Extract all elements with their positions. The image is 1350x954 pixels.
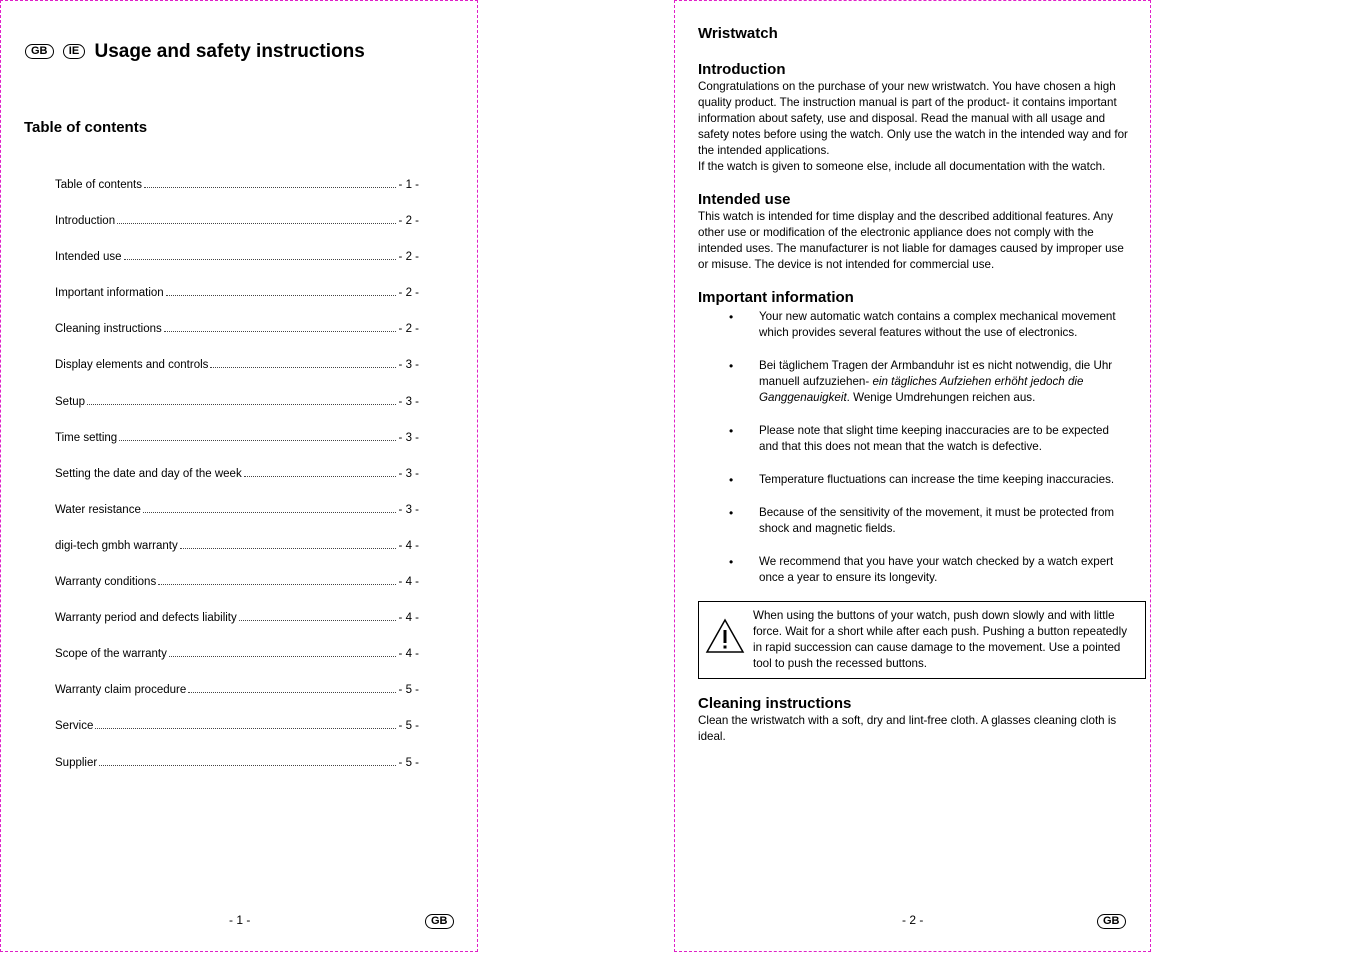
- toc-entry-page: - 3 -: [398, 467, 419, 480]
- page-number: - 1 -: [229, 913, 251, 927]
- toc-entry[interactable]: [55, 660, 419, 696]
- manual-page-2: [674, 0, 1151, 952]
- toc-entry[interactable]: [55, 444, 419, 480]
- toc-entry-page: - 3 -: [398, 503, 419, 516]
- toc-leader-dots: [124, 259, 396, 260]
- toc-leader-dots: [119, 440, 395, 441]
- toc-leader-dots: [87, 404, 395, 405]
- toc-entry-page: - 5 -: [398, 720, 419, 733]
- toc-entry-label: Service: [55, 720, 94, 733]
- toc-entry[interactable]: [55, 227, 419, 263]
- toc-leader-dots: [99, 765, 395, 766]
- country-badge-ie: IE: [63, 44, 85, 59]
- toc-entry-label: Water resistance: [55, 503, 141, 516]
- toc-entry-label: Warranty conditions: [55, 576, 157, 589]
- toc-entry[interactable]: [55, 732, 419, 768]
- toc-entry-page: - 5 -: [398, 756, 419, 769]
- toc-entry-page: - 5 -: [398, 684, 419, 697]
- toc-entry-page: - 3 -: [398, 395, 419, 408]
- toc-entry-label: Warranty claim procedure: [55, 684, 187, 697]
- list-item: • Please note that slight time keeping inaccuracies are to be expected and that this does not mean that the watch is defective.: [698, 423, 1128, 455]
- list-item-text: . Wenige Umdrehungen reichen aus.: [846, 391, 1036, 404]
- toc-title: Table of contents: [24, 119, 148, 136]
- list-item: • We recommend that you have your watch checked by a watch expert once a year to ensure its longevity.: [698, 554, 1128, 586]
- intended-use-heading: Intended use: [698, 191, 791, 208]
- toc-entry-label: Setting the date and day of the week: [55, 467, 242, 480]
- toc-leader-dots: [95, 728, 395, 729]
- warning-text: When using the buttons of your watch, push down slowly and with little force. Wait for a short while after each push. Pushing a button repeatedly in rapid succession can cause damage to the movement. Use a pointed tool to push the recessed buttons.: [753, 609, 1128, 670]
- toc-entry-page: - 2 -: [398, 323, 419, 336]
- page-title-row: [25, 41, 365, 63]
- toc-entry-page: - 2 -: [398, 215, 419, 228]
- toc-leader-dots: [239, 620, 396, 621]
- toc-entry-label: Important information: [55, 287, 164, 300]
- warning-triangle-icon: [705, 618, 745, 654]
- list-item: • Because of the sensitivity of the movement, it must be protected from shock and magnetic fields.: [698, 505, 1128, 537]
- country-badge-gb: GB: [25, 44, 54, 59]
- list-item: • Temperature fluctuations can increase the time keeping inaccuracies.: [698, 472, 1128, 488]
- warning-box: [698, 601, 1146, 679]
- toc-entry-page: - 3 -: [398, 431, 419, 444]
- toc-leader-dots: [144, 187, 396, 188]
- toc-leader-dots: [158, 584, 395, 585]
- toc-leader-dots: [117, 223, 395, 224]
- page-content: [698, 25, 1128, 745]
- toc-entry-page: - 4 -: [398, 576, 419, 589]
- toc-entry[interactable]: [55, 263, 419, 299]
- toc-entry-page: - 4 -: [398, 539, 419, 552]
- list-item: • Your new automatic watch contains a complex mechanical movement which provides several features without the use of electronics.: [698, 309, 1128, 341]
- toc-entry[interactable]: [55, 516, 419, 552]
- intended-use-text: This watch is intended for time display and the described additional features. Any other use or modification of the electronic appliance does not comply with the intended uses. The manufacturer is not liable for damages caused by improper use or misuse. The device is not intended for commercial use.: [698, 210, 1124, 271]
- toc-entry-label: Display elements and controls: [55, 359, 209, 372]
- footer-country-badge: GB: [1097, 914, 1126, 929]
- toc-leader-dots: [244, 476, 396, 477]
- toc-leader-dots: [164, 331, 396, 332]
- page-number: - 2 -: [902, 913, 924, 927]
- introduction-text: Congratulations on the purchase of your new wristwatch. You have chosen a high quality product. The instruction manual is part of the product- it contains important information about safety, use and disposal. Read the manual with all usage and safety notes before using the watch. Only use the watch in the intended way and for the intended applications.: [698, 80, 1128, 157]
- toc-entry-label: Scope of the warranty: [55, 648, 167, 661]
- toc-entry-page: - 2 -: [398, 251, 419, 264]
- toc-entry-label: digi-tech gmbh warranty: [55, 539, 178, 552]
- toc-entry[interactable]: [55, 191, 419, 227]
- toc-leader-dots: [166, 295, 396, 296]
- toc-entry[interactable]: [55, 480, 419, 516]
- toc-leader-dots: [180, 548, 396, 549]
- toc-entry-page: - 1 -: [398, 179, 419, 191]
- important-info-list: [698, 309, 1128, 586]
- toc-entry-page: - 3 -: [398, 359, 419, 372]
- toc-entry[interactable]: [55, 696, 419, 732]
- toc-entry[interactable]: [55, 173, 419, 191]
- toc-entry-label: Introduction: [55, 215, 116, 228]
- footer-country-badge: GB: [425, 914, 454, 929]
- toc-entry-label: Time setting: [55, 431, 118, 444]
- toc-entry-label: Setup: [55, 395, 86, 408]
- cleaning-text: Clean the wristwatch with a soft, dry and lint-free cloth. A glasses cleaning cloth is ideal.: [698, 714, 1117, 743]
- toc-entry-page: - 2 -: [398, 287, 419, 300]
- list-item-italic-text: ein tägliches Aufziehen erhöht jedoch die Ganggenauigkeit: [759, 375, 1084, 404]
- toc-leader-dots: [210, 367, 395, 368]
- table-of-contents: [55, 173, 419, 769]
- list-item-text: Bei täglichem Tragen der Armbanduhr ist es nicht notwendig, die Uhr manuell aufzuziehen-: [759, 359, 1113, 388]
- toc-entry[interactable]: [55, 299, 419, 335]
- toc-entry[interactable]: [55, 588, 419, 624]
- toc-leader-dots: [188, 692, 395, 693]
- toc-entry[interactable]: [55, 371, 419, 407]
- toc-entry[interactable]: [55, 335, 419, 371]
- important-info-heading: Important information: [698, 289, 854, 306]
- manual-page-1: [0, 0, 478, 952]
- page-title: Usage and safety instructions: [94, 41, 365, 62]
- cleaning-heading: Cleaning instructions: [698, 695, 852, 712]
- toc-entry-page: - 4 -: [398, 612, 419, 625]
- doc-heading: Wristwatch: [698, 25, 778, 42]
- toc-entry-label: Intended use: [55, 251, 122, 264]
- toc-entry-label: Supplier: [55, 756, 98, 769]
- toc-entry[interactable]: [55, 552, 419, 588]
- toc-entry-label: Table of contents: [55, 179, 142, 191]
- introduction-text-2: If the watch is given to someone else, include all documentation with the watch.: [698, 160, 1106, 173]
- toc-entry[interactable]: [55, 624, 419, 660]
- toc-leader-dots: [169, 656, 396, 657]
- toc-entry-label: Warranty period and defects liability: [55, 612, 237, 625]
- introduction-heading: Introduction: [698, 61, 786, 78]
- toc-entry-page: - 4 -: [398, 648, 419, 661]
- list-item: [698, 358, 1128, 406]
- toc-leader-dots: [143, 512, 396, 513]
- toc-entry[interactable]: [55, 408, 419, 444]
- toc-entry-label: Cleaning instructions: [55, 323, 162, 336]
